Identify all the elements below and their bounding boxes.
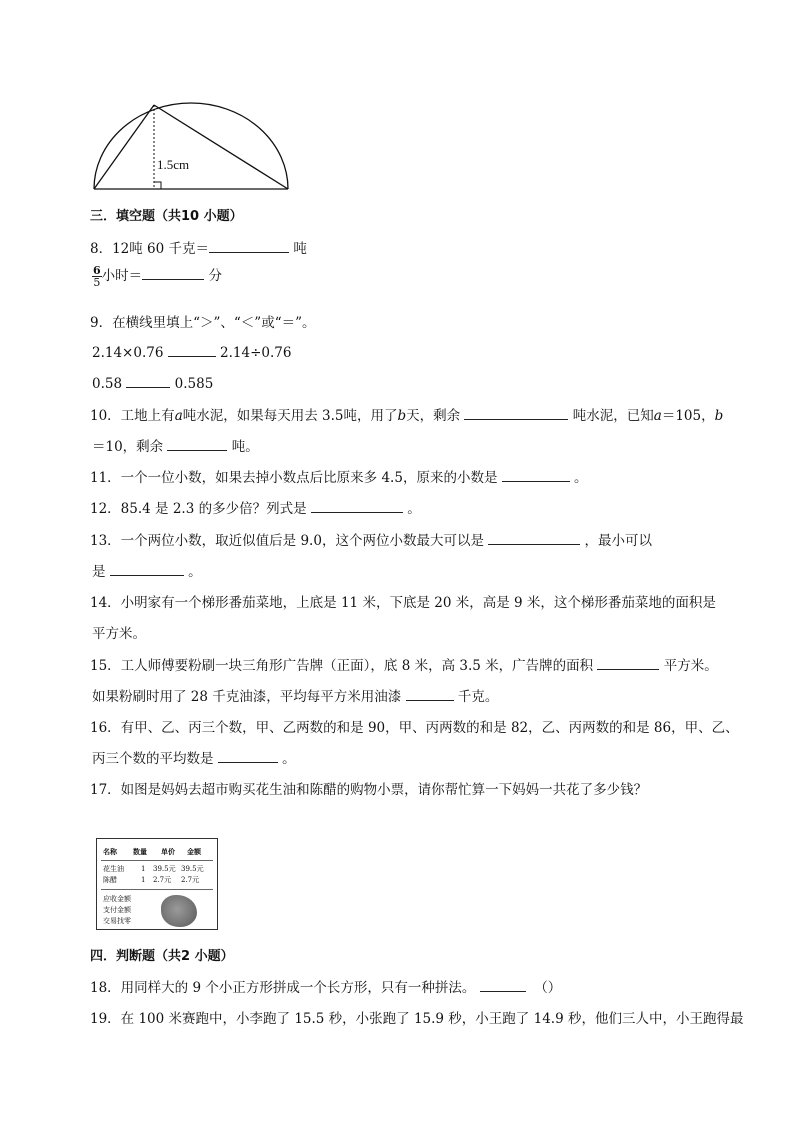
- q15-answer-blank-1[interactable]: [597, 655, 659, 670]
- receipt-footer-3: 交易找零: [103, 917, 131, 925]
- question-10-line1: 10．工地上有a吨水泥，如果每天用去 3.5吨，用了b天，剩余 吨水泥，已知a＝105，b: [90, 404, 723, 424]
- question-17: 17．如图是妈妈去超市购买花生油和陈醋的购物小票，请你帮忙算一下妈妈一共花了多少钱？: [90, 782, 648, 798]
- question-13-line1: 13．一个两位小数，取近似值后是 9.0，这个两位小数最大可以是 ，最小可以: [90, 529, 652, 549]
- receipt-header-row: 名称 数量 单价 金额: [103, 847, 201, 856]
- triangle-left-side: [94, 105, 154, 189]
- q8-answer-blank-2[interactable]: [142, 265, 204, 280]
- question-18: 18．用同样大的 9 个小正方形拼成一个长方形，只有一种拼法。 （）: [90, 976, 561, 996]
- semicircle-figure: [88, 96, 298, 196]
- q8-answer-blank-1[interactable]: [209, 238, 289, 253]
- question-9-line1: 2.14×0.76 2.14÷0.76: [92, 342, 291, 361]
- question-15-line1: 15．工人师傅要粉刷一块三角形广告牌（正面），底 8 米，高 3.5 米，广告牌的面积 平方米。: [90, 654, 718, 674]
- receipt-footer-2: 支付金额: [103, 906, 131, 914]
- q10-answer-blank-1[interactable]: [464, 405, 568, 420]
- question-11: 11．一个一位小数，如果去掉小数点后比原来多 4.5，原来的小数是 。: [90, 466, 588, 486]
- question-8-line1: 8．12吨 60 千克＝ 吨: [90, 237, 307, 257]
- section-judge-title: 四．判断题（共2 小题）: [90, 949, 234, 964]
- q11-answer-blank[interactable]: [502, 467, 570, 482]
- q9-answer-blank-2[interactable]: [126, 373, 170, 388]
- question-10-line2: ＝10，剩余 吨。: [92, 435, 259, 455]
- q13-answer-blank-1[interactable]: [488, 530, 580, 545]
- question-14-line2: 平方米。: [92, 626, 146, 642]
- question-19: 19．在 100 米赛跑中，小李跑了 15.5 秒，小张跑了 15.9 秒，小王跑了 14.9 秒，他们三人中，小王跑得最: [90, 1011, 744, 1027]
- q15-answer-blank-2[interactable]: [406, 686, 454, 701]
- receipt-row-peanut-oil: 花生油 1 39.5元 39.5元: [103, 865, 204, 873]
- receipt-row-vinegar: 陈醋 1 2.7元 2.7元: [103, 876, 200, 884]
- question-12: 12．85.4 是 2.3 的多少倍？列式是 。: [90, 497, 421, 517]
- triangle-right-side: [154, 105, 288, 189]
- receipt-stain-mark: [161, 895, 197, 927]
- semicircle-arc: [94, 103, 288, 189]
- question-8-line2: $\frac{6}{5}$ 小时＝ 分: [93, 264, 222, 289]
- right-angle-mark: [154, 182, 161, 189]
- q9-answer-blank-1[interactable]: [168, 342, 216, 357]
- question-13-line2: 是 。: [92, 560, 202, 580]
- question-9: 9．在横线里填上“＞”、“＜”或“＝”。: [90, 315, 316, 331]
- q12-answer-blank[interactable]: [311, 498, 403, 513]
- question-15-line2: 如果粉刷时用了 28 千克油漆，平均每平方米用油漆 千克。: [92, 685, 498, 705]
- q18-answer-blank[interactable]: [480, 977, 526, 992]
- question-16-line2: 丙三个数的平均数是 。: [92, 747, 296, 767]
- q10-answer-blank-2[interactable]: [167, 436, 227, 451]
- fraction-six-fifths: $\frac{6}{5}$: [93, 264, 101, 289]
- q16-answer-blank[interactable]: [218, 748, 278, 763]
- question-16-line1: 16．有甲、乙、丙三个数，甲、乙两数的和是 90，甲、丙两数的和是 82，乙、丙两数的和是 86，甲、乙、: [90, 720, 739, 736]
- question-9-line2: 0.58 0.585: [92, 373, 213, 392]
- receipt-divider: [101, 860, 213, 861]
- section-fill-blank-title: 三．填空题（共10 小题）: [90, 209, 243, 224]
- receipt-footer-1: 应收金额: [103, 895, 131, 903]
- height-label: 1.5cm: [157, 157, 190, 172]
- question-14-line1: 14．小明家有一个梯形番茄菜地，上底是 11 米，下底是 20 米，高是 9 米，这个梯形番茄菜地的面积是: [90, 595, 716, 611]
- q13-answer-blank-2[interactable]: [110, 561, 184, 576]
- shopping-receipt-image: [96, 838, 218, 930]
- receipt-divider-2: [101, 889, 213, 890]
